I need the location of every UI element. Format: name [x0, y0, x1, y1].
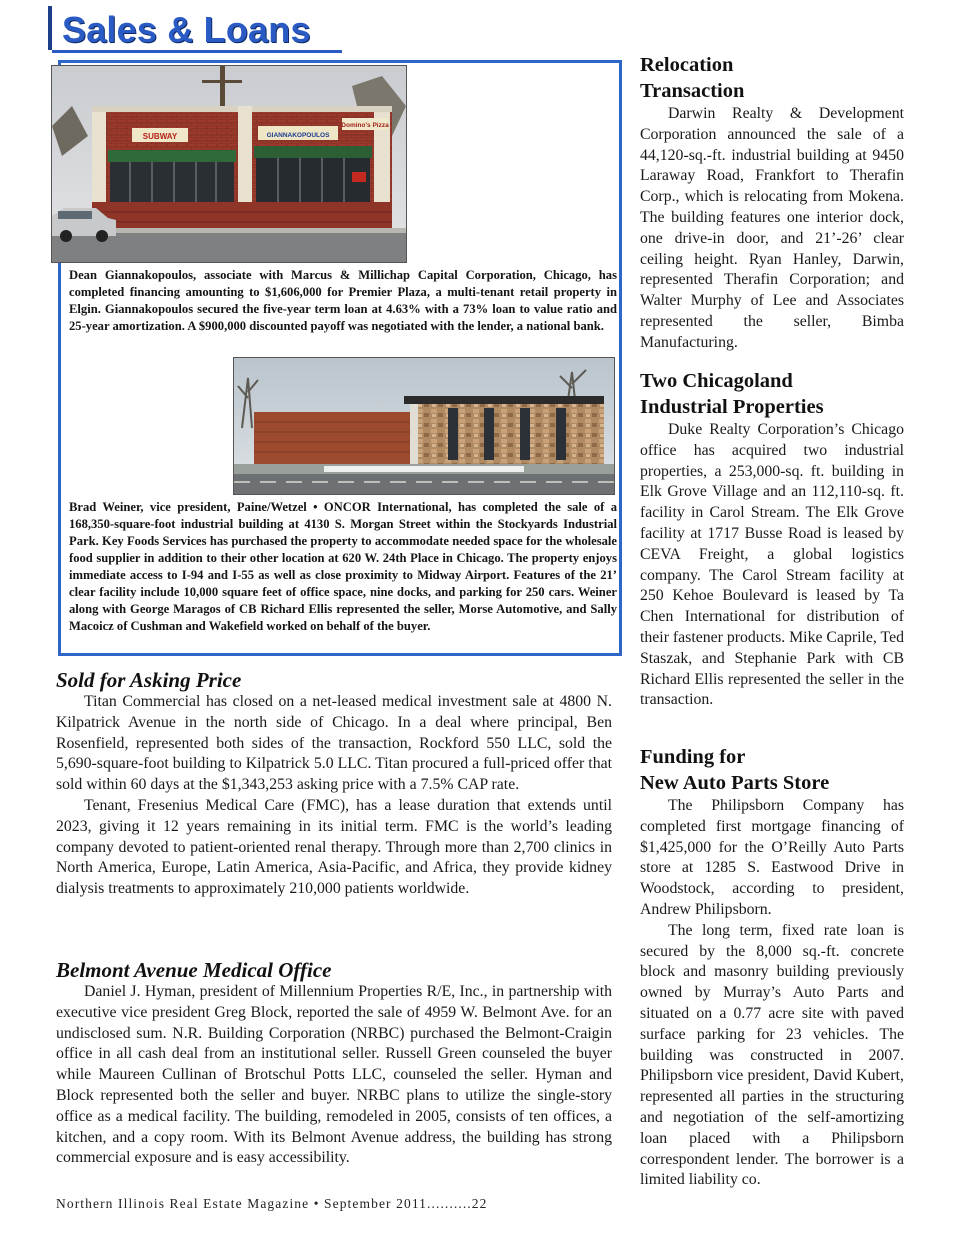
sign-right-text: Domino's Pizza: [341, 122, 389, 129]
article-paragraph: Darwin Realty & Development Corporation announced the sale of a 44,120-sq.-ft. industrial building at 9450 Laraway Road, Frankfort to Therafin Corp., which is relocating from Mokena. The building features one interior dock, one drive-in door, and 21’-26’ clear ceiling height. Ryan Hanley, Darwin, represented Therafin Corporation; and Walter Murphy of Lee and Associates represented the seller, Bimba Manufacturing.: [640, 105, 904, 351]
article-heading: Sold for Asking Price: [56, 668, 242, 692]
article-heading: [640, 744, 904, 796]
article-heading-line: Funding for: [640, 746, 746, 768]
photo-caption-retail-financing: Dean Giannakopoulos, associate with Marcus & Millichap Capital Corporation, Chicago, has completed financing amounting to $1,606,000 for Premier Plaza, a multi-tenant retail property in Elgin. Giannakopoulos secured the five-year term loan at 4.63% with a 73% loan to value ratio and 25-year amortization. A $900,000 discounted payoff was negotiated with the lender, a national bank.: [69, 268, 617, 333]
article-paragraph: The Philipsborn Company has completed first mortgage financing of $1,425,000 for the O’Reilly Auto Parts store at 1285 S. Eastwood Drive in Woodstock, according to president, Andrew Philipsborn.: [640, 797, 904, 918]
industrial-building-photo: [233, 357, 615, 495]
section-masthead: [48, 6, 342, 54]
masthead-rule: [52, 50, 342, 53]
article-sold-for-asking-price: [56, 668, 612, 900]
article-belmont-avenue-medical-office: [56, 958, 612, 1169]
section-title: Sales & Loans: [62, 9, 311, 50]
article-heading-line: New Auto Parts Store: [640, 772, 830, 794]
retail-plaza-illustration: [52, 66, 406, 262]
article-heading-line: Relocation: [640, 54, 734, 76]
article-two-chicagoland-industrial-properties: [640, 368, 904, 711]
industrial-building-illustration: [234, 358, 614, 494]
masthead-accent-bar: [48, 6, 52, 50]
article-paragraph: Tenant, Fresenius Medical Care (FMC), has a lease duration that extends until 2023, giving it 12 years remaining in its initial term. FMC is the world’s leading company devoted to patient-oriented renal therapy. Through more than 2,700 clinics in North America, Europe, Latin America, Asia-Pacific, and Africa, they provide kidney dialysis treatments to approximately 210,000 patients worldwide.: [56, 796, 612, 898]
article-paragraph: Duke Realty Corporation’s Chicago office has acquired two industrial properties, a 253,000-sq. ft. building in Elk Grove Village and an 112,110-sq. ft. facility in Carol Stream. The Elk Grove facility at 1717 Busse Road is leased by CEVA Freight, a global logistics company. The Carol Stream facility at 250 Kehoe Boulevard is leased by Ta Chen International for distribution of their fastener products. Mike Caprile, Ted Staszak, and Stephanie Park with CB Richard Ellis represented the seller in the transaction.: [640, 421, 904, 709]
article-heading: Belmont Avenue Medical Office: [56, 958, 332, 982]
article-heading-line: Two Chicagoland: [640, 370, 793, 392]
sign-mid-text: GIANNAKOPOULOS: [266, 132, 330, 139]
article-paragraph: The long term, fixed rate loan is secured by the 8,000 sq.-ft. concrete block and masonry building previously owned by Murray’s Auto Parts and situated on a 0.77 acre site with paved surface parking for 23 vehicles. The building was constructed in 2007. Philipsborn vice president, David Kubert, represented all parties in the structuring and negotiation of the self-amortizing loan placed with a Philipsborn correspondent lender. The borrower is a limited liability co.: [640, 921, 904, 1189]
article-heading-line: Transaction: [640, 80, 745, 102]
article-heading: [640, 52, 904, 104]
photo-feature-box: [58, 60, 622, 656]
sign-left-text: SUBWAY: [142, 132, 178, 141]
retail-plaza-photo: [51, 65, 407, 263]
article-heading-line: Industrial Properties: [640, 396, 824, 418]
page-footer: Northern Illinois Real Estate Magazine • September 2011..........22: [56, 1196, 488, 1211]
article-paragraph: Daniel J. Hyman, president of Millennium Properties R/E, Inc., in partnership with executive vice president Greg Block, reported the sale of 4959 W. Belmont Ave. for an undisclosed sum. N.R. Building Corporation (NRBC) purchased the Belmont-Craigin office in all cash deal from an institutional seller. Russell Green counseled the buyer while Maureen Cullinan of Brotschul Potts LLC, counseled the seller. Hyman and Block represented both the seller and buyer. NRBC plans to utilize the single-story office as a medical facility. The building, remodeled in 2005, consists of ten offices, a kitchen, and a copy room. With its Belmont Avenue address, the building has strong commercial exposure and is easy accessibility.: [56, 983, 612, 1167]
article-paragraph: Titan Commercial has closed on a net-leased medical investment sale at 4800 N. Kilpatrick Avenue in the north side of Chicago. In a deal where principal, Ben Rosenfield, represented both sides of the transaction, Rockford 550 LLC, sold the 5,690-square-foot building to Kilpatrick 5.0 LLC. Titan procured a full-priced offer that sold within 60 days at the $1,343,253 asking price with a 7.5% CAP rate.: [56, 693, 612, 794]
photo-caption-industrial-sale: Brad Weiner, vice president, Paine/Wetzel • ONCOR International, has completed the sale of a 168,350-square-foot industrial building at 4130 S. Morgan Street within the Stockyards Industrial Park. Key Foods Services has purchased the property to accommodate needed space for the wholesale food supplier in addition to their other location at 620 W. 24th Place in Chicago. The property enjoys immediate access to I-94 and I-55 as well as close proximity to Midway Airport. Features of the 21’ clear facility include 10,000 square feet of office space, nine docks, and parking for 250 cars. Weiner along with George Maragos of CB Richard Ellis represented the seller, Morse Automotive, and Sally Macoicz of Cushman and Wakefield worked on behalf of the buyer.: [69, 500, 617, 633]
article-heading: [640, 368, 904, 420]
article-funding-new-auto-parts-store: [640, 744, 904, 1191]
article-relocation-transaction: [640, 52, 904, 354]
